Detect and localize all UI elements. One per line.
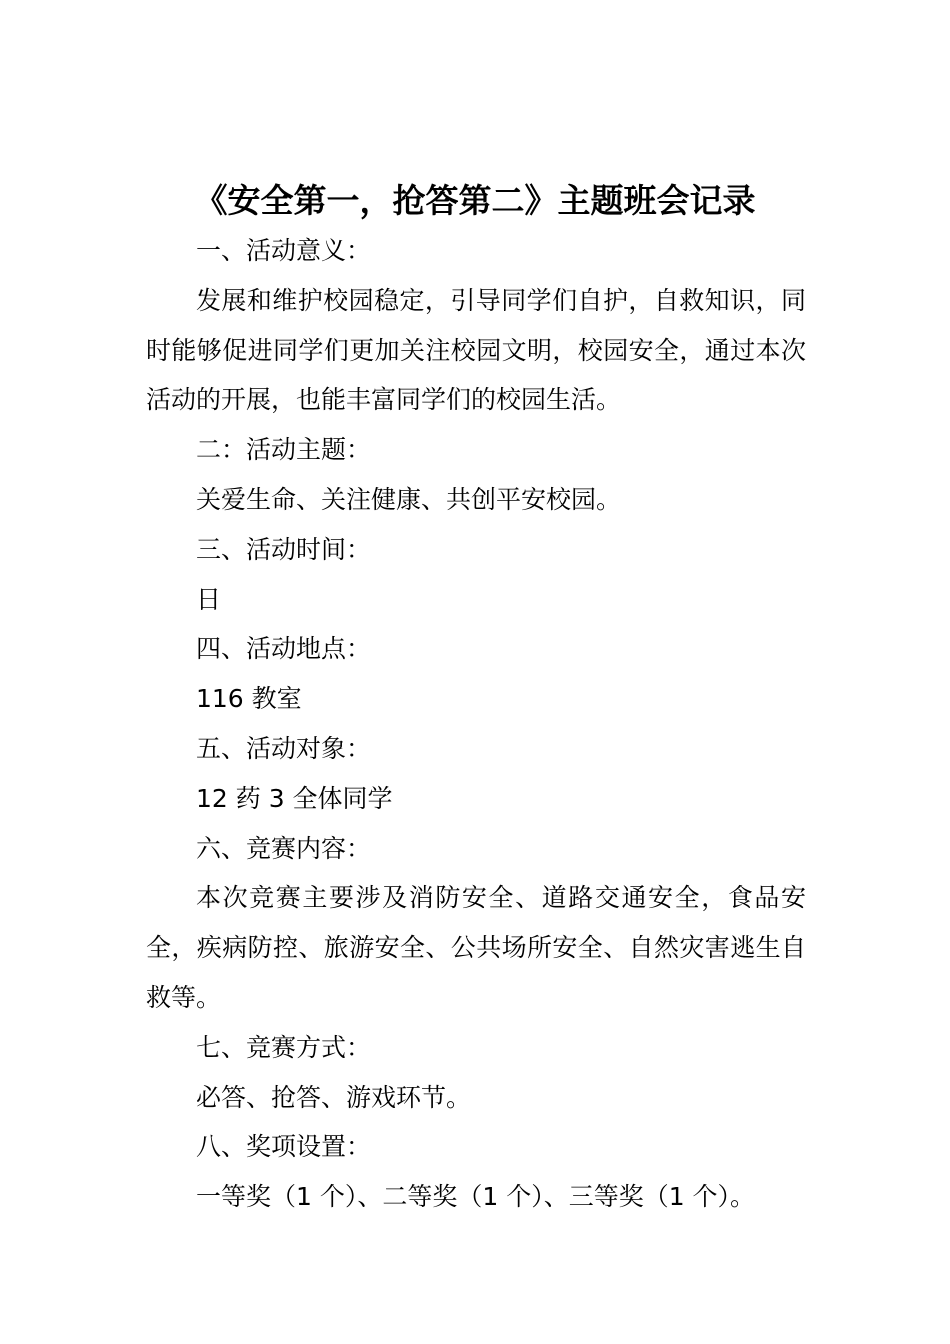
- paragraph-participants: 12 药 3 全体同学: [196, 783, 393, 813]
- paragraph-format: 必答、抢答、游戏环节。: [196, 1082, 472, 1112]
- section-heading-participants: 五、活动对象：: [196, 733, 372, 763]
- document-title: 《安全第一，抢答第二》主题班会记录: [194, 181, 756, 220]
- section-heading-theme: 二：活动主题：: [196, 435, 372, 465]
- paragraph-location: 116 教室: [196, 684, 302, 714]
- section-heading-time: 三、活动时间：: [196, 534, 372, 564]
- paragraph-awards: 一等奖（1 个）、二等奖（1 个）、三等奖（1 个）。: [196, 1182, 756, 1212]
- section-heading-format: 七、竞赛方式：: [196, 1032, 372, 1062]
- paragraph-content: 本次竞赛主要涉及消防安全、道路交通安全，食品安全，疾病防控、旅游安全、公共场所安全、自然灾害逃生自救等。: [146, 883, 806, 1012]
- paragraph-time: 日: [196, 584, 222, 614]
- section-heading-content: 六、竞赛内容：: [196, 833, 372, 863]
- paragraph-significance: 发展和维护校园稳定，引导同学们自护，自救知识，同时能够促进同学们更加关注校园文明，校园安全，通过本次活动的开展，也能丰富同学们的校园生活。: [146, 285, 806, 415]
- section-heading-significance: 一、活动意义：: [196, 236, 372, 265]
- document-body: [146, 226, 806, 1222]
- paragraph-theme: 关爱生命、关注健康、共创平安校园。: [196, 484, 622, 514]
- section-heading-awards: 八、奖项设置：: [196, 1132, 372, 1162]
- section-heading-location: 四、活动地点：: [196, 634, 372, 664]
